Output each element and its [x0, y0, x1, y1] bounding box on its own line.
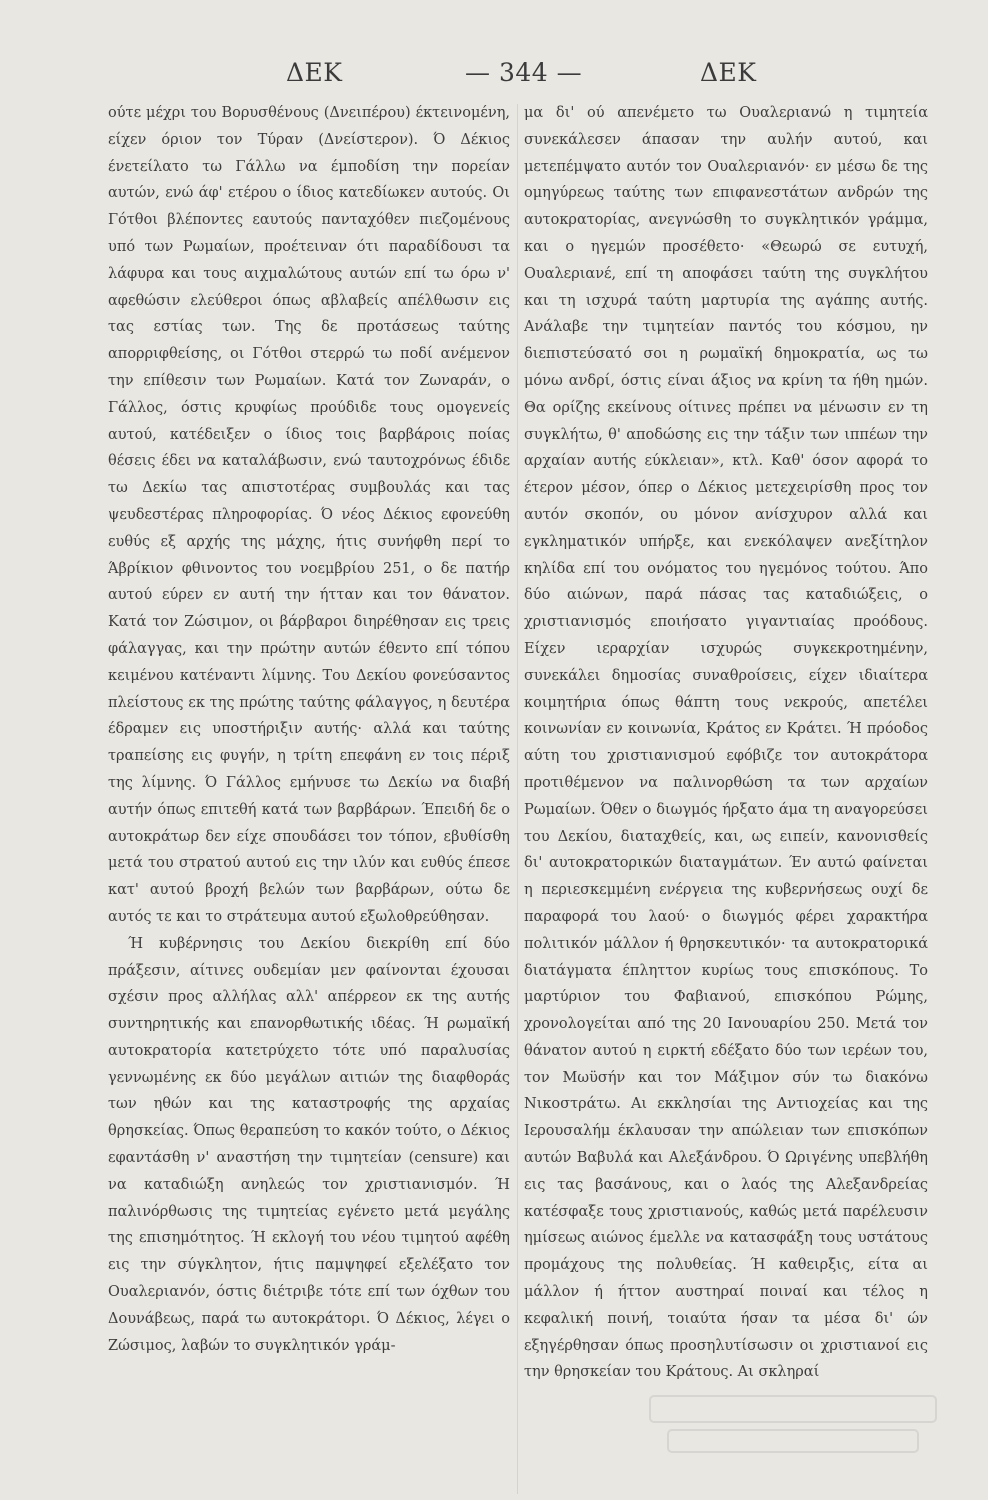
running-head-right: ΔΕΚ [700, 58, 757, 87]
right-column [524, 100, 928, 1386]
right-paragraph-1: μα δι' ού απενέμετο τω Ουαλεριανώ η τιμητεία συνεκάλεσεν άπασαν την αυλήν αυτού, και μετεπέμψατο αυτόν τον Ουαλεριανόν· εν μέσω δε της ομηγύρεως ταύτης των επιφανεστάτων ανδρών της αυτοκρατορίας, ανεγνώσθη το συγκλητικόν γράμμα, και ο ηγεμών προσέθετο· «Θεωρώ σε ευτυχή, Ουαλεριανέ, επί τη αποφάσει ταύτη της συγκλήτου και τη ισχυρά ταύτη μαρτυρία της αγάπης αυτής. Ανάλαβε την τιμητείαν παντός του κόσμου, ην διεπιστεύσατό σοι η ρωμαϊκή δημοκρατία, ως τω μόνω ανδρί, όστις είναι άξιος να κρίνη τα ήθη ημών. Θα ορίζης εκείνους οίτινες πρέπει να μένωσιν εν τη συγκλήτω, θ' αποδώσης εις την τάξιν των ιππέων την αρχαίαν αυτής εύκλειαν», κτλ. Καθ' όσον αφορά το έτερον μέσον, όπερ ο Δέκιος μετεχειρίσθη προς τον αυτόν σκοπόν, ου μόνον ανίσχυρον αλλά και εγκληματικόν υπήρξε, και ενεκόλαψεν ανεξίτηλον κηλίδα επί του ονόματος του ηγεμόνος τούτου. Άπο δύο αιώνων, παρά πάσας τας καταδιώξεις, ο χριστιανισμός εποιήσατο γιγαντιαίας προόδους. Είχεν ιεραρχίαν ισχυρώς συγκεκροτημένην, συνεκάλει δημοσίας συναθροίσεις, είχεν ιδιαίτερα κοιμητήρια όπως θάπτη τους νεκρούς, απετέλει κοινωνίαν εν κοινωνία, Κράτος εν Κράτει. Ή πρόοδος αύτη του χριστιανισμού εφόβιζε τον αυτοκράτορα προτιθέμενον να παλινορθώση τα των αρχαίων Ρωμαίων. Όθεν ο διωγμός ήρξατο άμα τη αναγορεύσει του Δεκίου, διαταχθείς, και, ως ειπείν, κανονισθείς δι' αυτοκρατορικών διαταγμάτων. Έν αυτώ φαίνεται η περιεσκεμμένη ενέργεια της κυβερνήσεως ουχί δε παραφορά του λαού· ο διωγμός φέρει χαρακτήρα πολιτικόν μάλλον ή θρησκευτικόν· τα αυτοκρατορικά διατάγματα έπληττον κυρίως τους επισκόπους. Το μαρτύριον του Φαβιανού, επισκόπου Ρώμης, χρονολογείται από της 20 Ιανουαρίου 250. Μετά τον θάνατον αυτού η ειρκτή εδέξατο δύο των ιερέων του, τον Μωϋσήν και τον Μάξιμον σύν τω διακόνω Νικοστράτω. Αι εκκλησίαι της Αντιοχείας και της Ιερουσαλήμ έκλαυσαν την απώλειαν των επισκόπων αυτών Βαβυλά και Αλεξάνδρου. Ό Ωριγένης υπεβλήθη εις τας βασάνους, και ο λαός της Αλεξανδρείας κατέσφαξε τους χριστιανούς, καθώς μετά παρέλευσιν ημίσεως αιώνος έμελλε να κατασφάξη τους υστάτους προμάχους της πολυθείας. Ή καθειρξις, είτα αι μάλλον ή ήττον αυστηραί ποιναί και τέλος η κεφαλική ποινή, τοιαύτα ήσαν τα μέσα δι' ών εξηγέρθησαν όπως προσηλυτίσωσιν οι χριστιανοί εις την θρησκείαν του Κράτους. Αι σκληραί [524, 105, 928, 1381]
left-paragraph-2: Ή κυβέρνησις του Δεκίου διεκρίθη επί δύο πράξεσιν, αίτινες ουδεμίαν μεν φαίνονται έχουσαι σχέσιν προς αλλήλας αλλ' απέρρεον εκ της αυτής συντηρητικής και επανορθωτικής ιδέας. Ή ρωμαϊκή αυτοκρατορία κατετρύχετο τότε υπό παραλυσίας γεννωμένης εκ δύο μεγάλων αιτιών της διαφθοράς των ηθών και της καταστροφής της αρχαίας θρησκείας. Όπως θεραπεύση το κακόν τούτο, ο Δέκιος εφαντάσθη ν' αναστήση την τιμητείαν (censure) και να καταδιώξη ανηλεώς τον χριστιανισμόν. Ή παλινόρθωσις της τιμητείας εγένετο μετά μεγάλης της επισημότητος. Ή εκλογή του νέου τιμητού αφέθη εις την σύγκλητον, ήτις παμψηφεί εξελέξατο τον Ουαλεριανόν, όστις διέτριβε τότε επί των όχθων του Δουνάβεως, παρά τω αυτοκράτορι. Ό Δέκιος, λέγει ο Ζώσιμος, λαβών το συγκλητικόν γράμ- [108, 935, 510, 1354]
column-divider [517, 104, 518, 1494]
left-paragraph-1: ούτε μέχρι του Βορυσθένους (Δνειπέρου) έκτεινομένη, είχεν όριον τον Τύραν (Δνείστερον). Ό Δέκιος ένετείλατο τω Γάλλω να έμποδίση την πορείαν αυτών, ενώ άφ' ετέρου ο ίδιος κατεδίωκεν αυτούς. Οι Γότθοι βλέποντες εαυτούς πανταχόθεν πιεζομένους υπό των Ρωμαίων, προέτειναν ότι παραδίδουσι τα λάφυρα και τους αιχμαλώτους αυτών επί τω όρω ν' αφεθώσιν ελεύθεροι όπως αβλαβείς απέλθωσιν εις τας εστίας των. Της δε προτάσεως ταύτης απορριφθείσης, οι Γότθοι στερρώ τω ποδί ανέμενον την επίθεσιν των Ρωμαίων. Κατά τον Ζωναράν, ο Γάλλος, όστις κρυφίως προύδιδε τους ομογενείς αυτού, κατέδειξεν ο ίδιος τοις βαρβάροις ποίας θέσεις έδει να καταλάβωσιν, ενώ ταυτοχρόνως έδιδε τω Δεκίω τας απιστοτέρας συμβουλάς και τας ψευδεστέρας πληροφορίας. Ό νέος Δέκιος εφονεύθη ευθύς εξ αρχής της μάχης, ήτις συνήφθη περί το Άβρίκιον φθινοντος του νοεμβρίου 251, ο δε πατήρ αυτού εύρεν εν αυτή την ήτταν και τον θάνατον. Κατά τον Ζώσιμον, οι βάρβαροι διηρέθησαν εις τρεις φάλαγγας, και την πρώτην αυτών έθεντο επί τόπου κειμένου κατέναντι λίμνης. Του Δεκίου φονεύσαντος πλείστους εκ της πρώτης ταύτης φάλαγγος, η δευτέρα έδραμεν εις υποστήριξιν αυτής· αλλά και ταύτης τραπείσης εις φυγήν, η τρίτη επεφάνη εν τοις πέριξ της λίμνης. Ό Γάλλος εμήνυσε τω Δεκίω να διαβή αυτήν όπως επιτεθή κατά των βαρβάρων. Έπειδή δε ο αυτοκράτωρ δεν είχε σπουδάσει τον τόπον, εβυθίσθη μετά του στρατού αυτού εις την ιλύν και ευθύς έπεσε κατ' αυτού βροχή βελών των βαρβάρων, ούτω δε αυτός τε και το στράτευμα αυτού εξωλοθρεύθησαν. [108, 105, 510, 925]
running-head-left: ΔΕΚ [286, 58, 343, 87]
page-number: — 344 — [465, 58, 583, 87]
watermark-graphic [648, 1386, 938, 1462]
library-watermark-icon [648, 1386, 938, 1462]
left-column [108, 100, 510, 1359]
page-header [110, 58, 930, 94]
